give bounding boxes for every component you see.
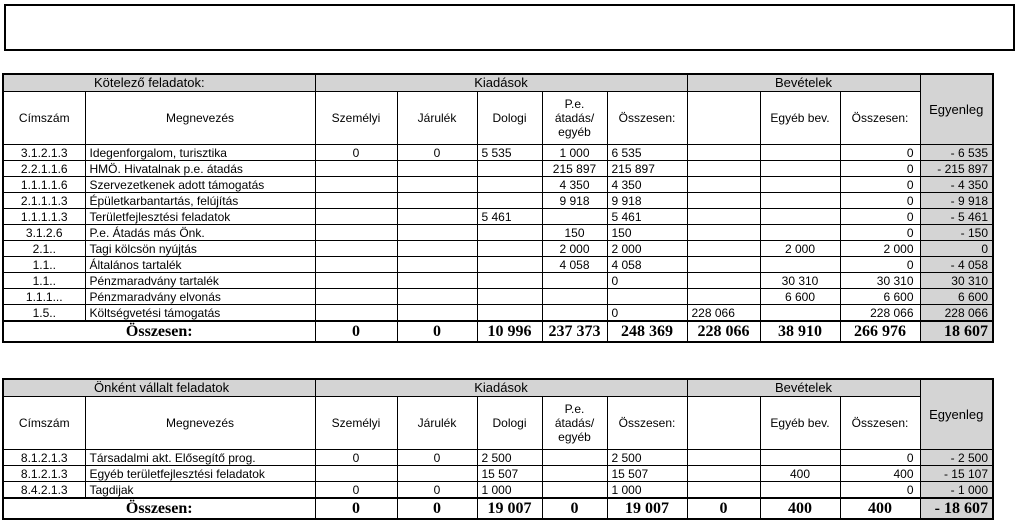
total-dologi: 10 996 (477, 321, 542, 342)
section-title: Önként vállalt feladatok (3, 379, 315, 397)
band-bevetelek: Bevételek (687, 74, 920, 92)
cell-jarulek (397, 161, 477, 177)
band-kiadasok: Kiadások (315, 379, 687, 397)
total-osszesen-kiadas: 248 369 (607, 321, 687, 342)
cell-osszesen-kiadas: 4 350 (607, 177, 687, 193)
cell-osszesen-bevetel: 2 000 (840, 241, 920, 257)
cell-pe: 4 058 (542, 257, 607, 273)
table-body (3, 450, 993, 520)
table-onkent (2, 378, 994, 520)
cell-egyeb-bev: 6 600 (760, 289, 840, 305)
band-row (3, 74, 993, 92)
cell-bevetel-1 (687, 193, 760, 209)
total-szemelyi: 0 (315, 321, 397, 342)
total-pe: 237 373 (542, 321, 607, 342)
cell-jarulek (397, 273, 477, 289)
cell-egyenleg: 228 066 (920, 305, 993, 322)
cell-pe: 2 000 (542, 241, 607, 257)
cell-cimszam: 1.1.1.1.3 (3, 209, 85, 225)
cell-osszesen-bevetel: 0 (840, 257, 920, 273)
cell-egyeb-bev (760, 482, 840, 499)
cell-osszesen-bevetel: 6 600 (840, 289, 920, 305)
total-szemelyi: 0 (315, 498, 397, 519)
cell-osszesen-bevetel: 0 (840, 161, 920, 177)
cell-dologi (477, 193, 542, 209)
cell-dologi (477, 257, 542, 273)
cell-pe: 1 000 (542, 145, 607, 161)
col-jarulek: Járulék (397, 92, 477, 145)
cell-pe (542, 450, 607, 466)
cell-egyeb-bev (760, 177, 840, 193)
cell-dologi (477, 241, 542, 257)
cell-egyenleg: - 4 058 (920, 257, 993, 273)
section-kotelezo (2, 73, 994, 343)
cell-megnevezes: Idegenforgalom, turisztika (85, 145, 315, 161)
cell-pe (542, 305, 607, 322)
cell-jarulek: 0 (397, 450, 477, 466)
cell-megnevezes: Pénzmaradvány tartalék (85, 273, 315, 289)
table-row (3, 305, 993, 322)
cell-pe: 9 918 (542, 193, 607, 209)
cell-egyenleg: - 5 461 (920, 209, 993, 225)
band-bevetelek: Bevételek (687, 379, 920, 397)
cell-szemelyi (315, 273, 397, 289)
cell-osszesen-bevetel: 0 (840, 225, 920, 241)
cell-osszesen-kiadas: 150 (607, 225, 687, 241)
cell-osszesen-bevetel: 400 (840, 466, 920, 482)
cell-osszesen-bevetel: 0 (840, 145, 920, 161)
cell-osszesen-kiadas: 6 535 (607, 145, 687, 161)
cell-dologi (477, 225, 542, 241)
cell-megnevezes: Társadalmi akt. Elősegítő prog. (85, 450, 315, 466)
cell-megnevezes: Tagi kölcsön nyújtás (85, 241, 315, 257)
cell-megnevezes: Szervezetkenek adott támogatás (85, 177, 315, 193)
col-megnevezes: Megnevezés (85, 397, 315, 450)
cell-pe (542, 482, 607, 499)
cell-pe (542, 466, 607, 482)
cell-cimszam: 1.1.1... (3, 289, 85, 305)
table-row (3, 257, 993, 273)
cell-szemelyi (315, 193, 397, 209)
cell-pe (542, 289, 607, 305)
cell-bevetel-1 (687, 450, 760, 466)
cell-szemelyi (315, 466, 397, 482)
col-pe: P.e. átadás/ egyéb (542, 92, 607, 145)
cell-szemelyi (315, 241, 397, 257)
cell-dologi (477, 305, 542, 322)
cell-dologi: 2 500 (477, 450, 542, 466)
cell-osszesen-kiadas: 215 897 (607, 161, 687, 177)
total-egyeb-bev: 400 (760, 498, 840, 519)
cell-pe (542, 209, 607, 225)
header-box (4, 4, 1015, 51)
cell-szemelyi (315, 161, 397, 177)
cell-cimszam: 8.4.2.1.3 (3, 482, 85, 499)
cell-egyenleg: - 2 500 (920, 450, 993, 466)
cell-bevetel-1 (687, 225, 760, 241)
cell-egyenleg: 6 600 (920, 289, 993, 305)
cell-egyeb-bev: 30 310 (760, 273, 840, 289)
table-row (3, 450, 993, 466)
cell-osszesen-bevetel: 228 066 (840, 305, 920, 322)
cell-szemelyi: 0 (315, 482, 397, 499)
col-dologi: Dologi (477, 397, 542, 450)
cell-osszesen-bevetel: 0 (840, 209, 920, 225)
table-body (3, 145, 993, 343)
cell-pe (542, 273, 607, 289)
cell-osszesen-bevetel: 0 (840, 482, 920, 499)
cell-cimszam: 3.1.2.6 (3, 225, 85, 241)
cell-egyeb-bev (760, 225, 840, 241)
total-pe: 0 (542, 498, 607, 519)
total-egyenleg: - 18 607 (920, 498, 993, 519)
cell-dologi: 5 535 (477, 145, 542, 161)
section-onkent (2, 378, 994, 520)
total-bevetel-1: 0 (687, 498, 760, 519)
cell-megnevezes: Pénzmaradvány elvonás (85, 289, 315, 305)
total-egyeb-bev: 38 910 (760, 321, 840, 342)
col-jarulek: Járulék (397, 397, 477, 450)
col-egyeb-bev: Egyéb bev. (760, 397, 840, 450)
table-row (3, 289, 993, 305)
cell-bevetel-1 (687, 177, 760, 193)
col-osszesen-bevetel: Összesen: (840, 92, 920, 145)
col-egyenleg: Egyenleg (920, 74, 993, 145)
cell-cimszam: 3.1.2.1.3 (3, 145, 85, 161)
cell-bevetel-1 (687, 289, 760, 305)
col-cimszam: Címszám (3, 397, 85, 450)
cell-bevetel-1 (687, 466, 760, 482)
cell-egyeb-bev: 2 000 (760, 241, 840, 257)
cell-dologi (477, 161, 542, 177)
cell-egyeb-bev: 400 (760, 466, 840, 482)
cell-egyenleg: - 1 000 (920, 482, 993, 499)
table-row (3, 209, 993, 225)
cell-szemelyi (315, 225, 397, 241)
cell-dologi (477, 289, 542, 305)
cell-osszesen-kiadas: 0 (607, 273, 687, 289)
cell-szemelyi (315, 305, 397, 322)
cell-megnevezes: Tagdijak (85, 482, 315, 499)
cell-bevetel-1 (687, 209, 760, 225)
col-cimszam: Címszám (3, 92, 85, 145)
cell-cimszam: 1.1.. (3, 257, 85, 273)
cell-bevetel-1 (687, 145, 760, 161)
cell-jarulek (397, 225, 477, 241)
cell-cimszam: 8.1.2.1.3 (3, 466, 85, 482)
table-kotelezo (2, 73, 994, 343)
cell-jarulek (397, 241, 477, 257)
table-row (3, 273, 993, 289)
col-szemelyi: Személyi (315, 92, 397, 145)
cell-dologi (477, 273, 542, 289)
total-bevetel-1: 228 066 (687, 321, 760, 342)
cell-dologi: 15 507 (477, 466, 542, 482)
col-bevetel-blank (687, 397, 760, 450)
cell-dologi (477, 177, 542, 193)
cell-bevetel-1 (687, 273, 760, 289)
cell-bevetel-1 (687, 241, 760, 257)
cell-cimszam: 2.2.1.1.6 (3, 161, 85, 177)
cell-osszesen-kiadas (607, 289, 687, 305)
cell-dologi: 1 000 (477, 482, 542, 499)
total-label: Összesen: (3, 321, 315, 342)
col-osszesen-kiadas: Összesen: (607, 397, 687, 450)
cell-szemelyi (315, 289, 397, 305)
cell-osszesen-kiadas: 9 918 (607, 193, 687, 209)
cell-egyeb-bev (760, 145, 840, 161)
cell-osszesen-bevetel: 30 310 (840, 273, 920, 289)
cell-egyeb-bev (760, 305, 840, 322)
header-row (3, 92, 993, 145)
cell-szemelyi: 0 (315, 450, 397, 466)
cell-megnevezes: Költségvetési támogatás (85, 305, 315, 322)
table-row (3, 177, 993, 193)
cell-jarulek (397, 209, 477, 225)
cell-megnevezes: P.e. Átadás más Önk. (85, 225, 315, 241)
header-row (3, 397, 993, 450)
cell-cimszam: 8.1.2.1.3 (3, 450, 85, 466)
cell-jarulek (397, 305, 477, 322)
total-osszesen-kiadas: 19 007 (607, 498, 687, 519)
total-osszesen-bevetel: 266 976 (840, 321, 920, 342)
col-megnevezes: Megnevezés (85, 92, 315, 145)
cell-jarulek: 0 (397, 482, 477, 499)
cell-szemelyi (315, 177, 397, 193)
cell-bevetel-1 (687, 257, 760, 273)
total-egyenleg: 18 607 (920, 321, 993, 342)
cell-dologi: 5 461 (477, 209, 542, 225)
cell-osszesen-kiadas: 15 507 (607, 466, 687, 482)
total-row (3, 498, 993, 519)
cell-pe: 150 (542, 225, 607, 241)
cell-osszesen-bevetel: 0 (840, 177, 920, 193)
cell-megnevezes: Általános tartalék (85, 257, 315, 273)
table-row (3, 225, 993, 241)
cell-osszesen-kiadas: 0 (607, 305, 687, 322)
col-osszesen-kiadas: Összesen: (607, 92, 687, 145)
cell-jarulek (397, 193, 477, 209)
col-dologi: Dologi (477, 92, 542, 145)
col-egyenleg: Egyenleg (920, 379, 993, 450)
band-row (3, 379, 993, 397)
cell-jarulek: 0 (397, 145, 477, 161)
cell-jarulek (397, 257, 477, 273)
table-row (3, 482, 993, 499)
cell-osszesen-bevetel: 0 (840, 450, 920, 466)
total-row (3, 321, 993, 342)
cell-megnevezes: Területfejlesztési feladatok (85, 209, 315, 225)
cell-bevetel-1: 228 066 (687, 305, 760, 322)
cell-cimszam: 1.1.. (3, 273, 85, 289)
cell-egyeb-bev (760, 193, 840, 209)
cell-osszesen-kiadas: 5 461 (607, 209, 687, 225)
cell-osszesen-kiadas: 2 000 (607, 241, 687, 257)
cell-cimszam: 2.1.1.1.3 (3, 193, 85, 209)
total-label: Összesen: (3, 498, 315, 519)
cell-cimszam: 1.1.1.1.6 (3, 177, 85, 193)
cell-egyenleg: - 6 535 (920, 145, 993, 161)
cell-egyenleg: - 9 918 (920, 193, 993, 209)
cell-egyeb-bev (760, 161, 840, 177)
total-dologi: 19 007 (477, 498, 542, 519)
cell-egyenleg: - 150 (920, 225, 993, 241)
total-osszesen-bevetel: 400 (840, 498, 920, 519)
cell-egyenleg: 30 310 (920, 273, 993, 289)
cell-egyenleg: - 4 350 (920, 177, 993, 193)
cell-egyenleg: 0 (920, 241, 993, 257)
total-jarulek: 0 (397, 321, 477, 342)
cell-jarulek (397, 466, 477, 482)
cell-megnevezes: Épületkarbantartás, felújítás (85, 193, 315, 209)
cell-egyeb-bev (760, 257, 840, 273)
cell-bevetel-1 (687, 161, 760, 177)
table-row (3, 241, 993, 257)
cell-szemelyi (315, 209, 397, 225)
col-pe: P.e. átadás/ egyéb (542, 397, 607, 450)
col-egyeb-bev: Egyéb bev. (760, 92, 840, 145)
cell-megnevezes: Egyéb területfejlesztési feladatok (85, 466, 315, 482)
cell-szemelyi (315, 257, 397, 273)
cell-osszesen-bevetel: 0 (840, 193, 920, 209)
cell-egyeb-bev (760, 450, 840, 466)
cell-egyenleg: - 215 897 (920, 161, 993, 177)
band-kiadasok: Kiadások (315, 74, 687, 92)
cell-cimszam: 1.5.. (3, 305, 85, 322)
cell-pe: 215 897 (542, 161, 607, 177)
cell-szemelyi: 0 (315, 145, 397, 161)
cell-egyeb-bev (760, 209, 840, 225)
col-osszesen-bevetel: Összesen: (840, 397, 920, 450)
cell-megnevezes: HMÖ. Hivatalnak p.e. átadás (85, 161, 315, 177)
table-row (3, 466, 993, 482)
cell-osszesen-kiadas: 4 058 (607, 257, 687, 273)
cell-jarulek (397, 177, 477, 193)
cell-jarulek (397, 289, 477, 305)
table-row (3, 145, 993, 161)
table-row (3, 193, 993, 209)
cell-osszesen-kiadas: 1 000 (607, 482, 687, 499)
table-row (3, 161, 993, 177)
cell-cimszam: 2.1.. (3, 241, 85, 257)
col-szemelyi: Személyi (315, 397, 397, 450)
cell-pe: 4 350 (542, 177, 607, 193)
cell-bevetel-1 (687, 482, 760, 499)
cell-egyenleg: - 15 107 (920, 466, 993, 482)
cell-osszesen-kiadas: 2 500 (607, 450, 687, 466)
total-jarulek: 0 (397, 498, 477, 519)
col-bevetel-blank (687, 92, 760, 145)
section-title: Kötelező feladatok: (3, 74, 315, 92)
